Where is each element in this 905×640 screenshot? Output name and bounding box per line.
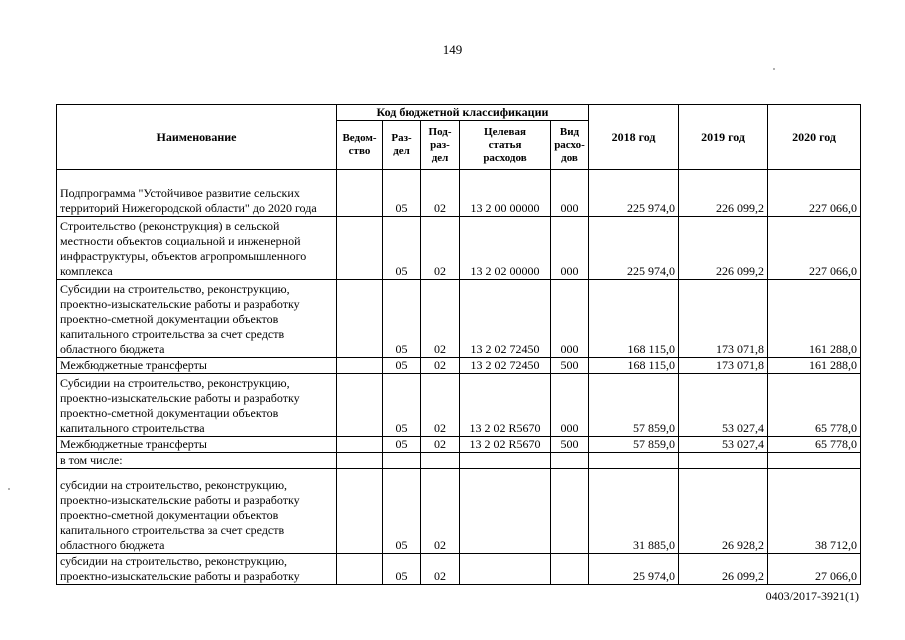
table-cell-2020: 227 066,0 xyxy=(768,217,861,280)
table-cell-2018: 57 859,0 xyxy=(589,374,679,437)
table-cell-type xyxy=(551,453,589,469)
table-row xyxy=(57,358,861,374)
table-cell-type xyxy=(551,469,589,554)
table-cell-name: субсидии на строительство, реконструкцию, проектно-изыскательские работы и разработку проектно-сметной документации объектов капитального строительства за счет средств областного бюджета xyxy=(57,469,337,554)
table-cell-2019 xyxy=(679,453,768,469)
table-cell-target: 13 2 00 00000 xyxy=(460,170,551,217)
table-cell-section: 05 xyxy=(383,437,421,453)
table-cell-2019: 173 071,8 xyxy=(679,280,768,358)
table-cell-2020: 27 066,0 xyxy=(768,554,861,585)
table-row xyxy=(57,554,861,585)
table-cell-section: 05 xyxy=(383,469,421,554)
table-cell-dept xyxy=(337,374,383,437)
table-cell-name: Подпрограмма "Устойчивое развитие сельских территорий Нижегородской области" до 2020 года xyxy=(57,170,337,217)
header-2018: 2018 год xyxy=(589,105,679,170)
table-cell-dept xyxy=(337,170,383,217)
table-cell-name: субсидии на строительство, реконструкцию, проектно-изыскательские работы и разработку xyxy=(57,554,337,585)
scan-speck xyxy=(773,68,775,70)
table-cell-2020: 65 778,0 xyxy=(768,437,861,453)
table-cell-dept xyxy=(337,469,383,554)
table-cell-name: Межбюджетные трансферты xyxy=(57,358,337,374)
table-cell-type: 000 xyxy=(551,374,589,437)
header-2020: 2020 год xyxy=(768,105,861,170)
table-cell-name: в том числе: xyxy=(57,453,337,469)
table-cell-type: 000 xyxy=(551,217,589,280)
table-cell-dept xyxy=(337,217,383,280)
table-cell-2019: 226 099,2 xyxy=(679,170,768,217)
table-cell-2018: 225 974,0 xyxy=(589,217,679,280)
table-cell-section xyxy=(383,453,421,469)
table-cell-target: 13 2 02 R5670 xyxy=(460,374,551,437)
document-code: 0403/2017-3921(1) xyxy=(765,589,859,603)
table-row xyxy=(57,469,861,554)
table-cell-subsection: 02 xyxy=(421,358,460,374)
table-cell-2018 xyxy=(589,453,679,469)
table-cell-2018: 168 115,0 xyxy=(589,358,679,374)
header-naming: Наименование xyxy=(57,105,337,170)
table-cell-2018: 31 885,0 xyxy=(589,469,679,554)
table-cell-2019: 26 099,2 xyxy=(679,554,768,585)
table-cell-2018: 57 859,0 xyxy=(589,437,679,453)
table-cell-type xyxy=(551,554,589,585)
table-cell-section: 05 xyxy=(383,280,421,358)
table-row xyxy=(57,437,861,453)
table-cell-subsection: 02 xyxy=(421,280,460,358)
table-cell-section: 05 xyxy=(383,358,421,374)
table-cell-name: Субсидии на строительство, реконструкцию, проектно-изыскательские работы и разработку проектно-сметной документации объектов капитального строительства xyxy=(57,374,337,437)
table-cell-section: 05 xyxy=(383,554,421,585)
table-cell-target: 13 2 02 72450 xyxy=(460,358,551,374)
table-row xyxy=(57,374,861,437)
table-cell-subsection: 02 xyxy=(421,374,460,437)
header-2019: 2019 год xyxy=(679,105,768,170)
table-cell-subsection: 02 xyxy=(421,437,460,453)
table-cell-section: 05 xyxy=(383,170,421,217)
table-cell-2020 xyxy=(768,453,861,469)
table-cell-target xyxy=(460,469,551,554)
table-cell-2019: 226 099,2 xyxy=(679,217,768,280)
table-cell-type: 500 xyxy=(551,437,589,453)
table-cell-subsection: 02 xyxy=(421,554,460,585)
table-cell-2020: 161 288,0 xyxy=(768,358,861,374)
page-number: 149 xyxy=(442,42,463,57)
table-cell-2018: 168 115,0 xyxy=(589,280,679,358)
table-cell-2019: 26 928,2 xyxy=(679,469,768,554)
header-subsection: Под- раз- дел xyxy=(421,121,460,170)
header-target: Целевая статья расходов xyxy=(460,121,551,170)
table-cell-section: 05 xyxy=(383,374,421,437)
budget-table xyxy=(56,104,861,585)
scan-speck xyxy=(8,488,10,490)
table-cell-name: Межбюджетные трансферты xyxy=(57,437,337,453)
table-cell-2019: 53 027,4 xyxy=(679,437,768,453)
table-cell-dept xyxy=(337,358,383,374)
table-cell-section: 05 xyxy=(383,217,421,280)
table-cell-type: 000 xyxy=(551,280,589,358)
table-cell-2020: 38 712,0 xyxy=(768,469,861,554)
header-section: Раз- дел xyxy=(383,121,421,170)
table-cell-dept xyxy=(337,453,383,469)
header-type: Вид расхо- дов xyxy=(551,121,589,170)
table-cell-subsection xyxy=(421,453,460,469)
table-cell-2019: 53 027,4 xyxy=(679,374,768,437)
header-dept: Ведом- ство xyxy=(337,121,383,170)
table-cell-subsection: 02 xyxy=(421,217,460,280)
table-row xyxy=(57,280,861,358)
table-cell-type: 500 xyxy=(551,358,589,374)
table-cell-target: 13 2 02 R5670 xyxy=(460,437,551,453)
table-cell-2020: 227 066,0 xyxy=(768,170,861,217)
table-cell-target: 13 2 02 72450 xyxy=(460,280,551,358)
table-cell-target xyxy=(460,453,551,469)
table-cell-name: Субсидии на строительство, реконструкцию, проектно-изыскательские работы и разработку проектно-сметной документации объектов капитального строительства за счет средств областного бюджета xyxy=(57,280,337,358)
table-cell-target: 13 2 02 00000 xyxy=(460,217,551,280)
table-cell-dept xyxy=(337,554,383,585)
header-code-group: Код бюджетной классификации xyxy=(337,105,589,121)
table-cell-2020: 65 778,0 xyxy=(768,374,861,437)
table-cell-target xyxy=(460,554,551,585)
table-cell-type: 000 xyxy=(551,170,589,217)
table-cell-subsection: 02 xyxy=(421,170,460,217)
table-cell-subsection: 02 xyxy=(421,469,460,554)
table-cell-2020: 161 288,0 xyxy=(768,280,861,358)
table-row xyxy=(57,170,861,217)
table-cell-2018: 25 974,0 xyxy=(589,554,679,585)
table-cell-name: Строительство (реконструкция) в сельской местности объектов социальной и инженерной инфраструктуры, объектов агропромышленного комплекса xyxy=(57,217,337,280)
table-row xyxy=(57,453,861,469)
table-row xyxy=(57,217,861,280)
table-cell-2019: 173 071,8 xyxy=(679,358,768,374)
table-cell-dept xyxy=(337,280,383,358)
table-cell-dept xyxy=(337,437,383,453)
table-cell-2018: 225 974,0 xyxy=(589,170,679,217)
